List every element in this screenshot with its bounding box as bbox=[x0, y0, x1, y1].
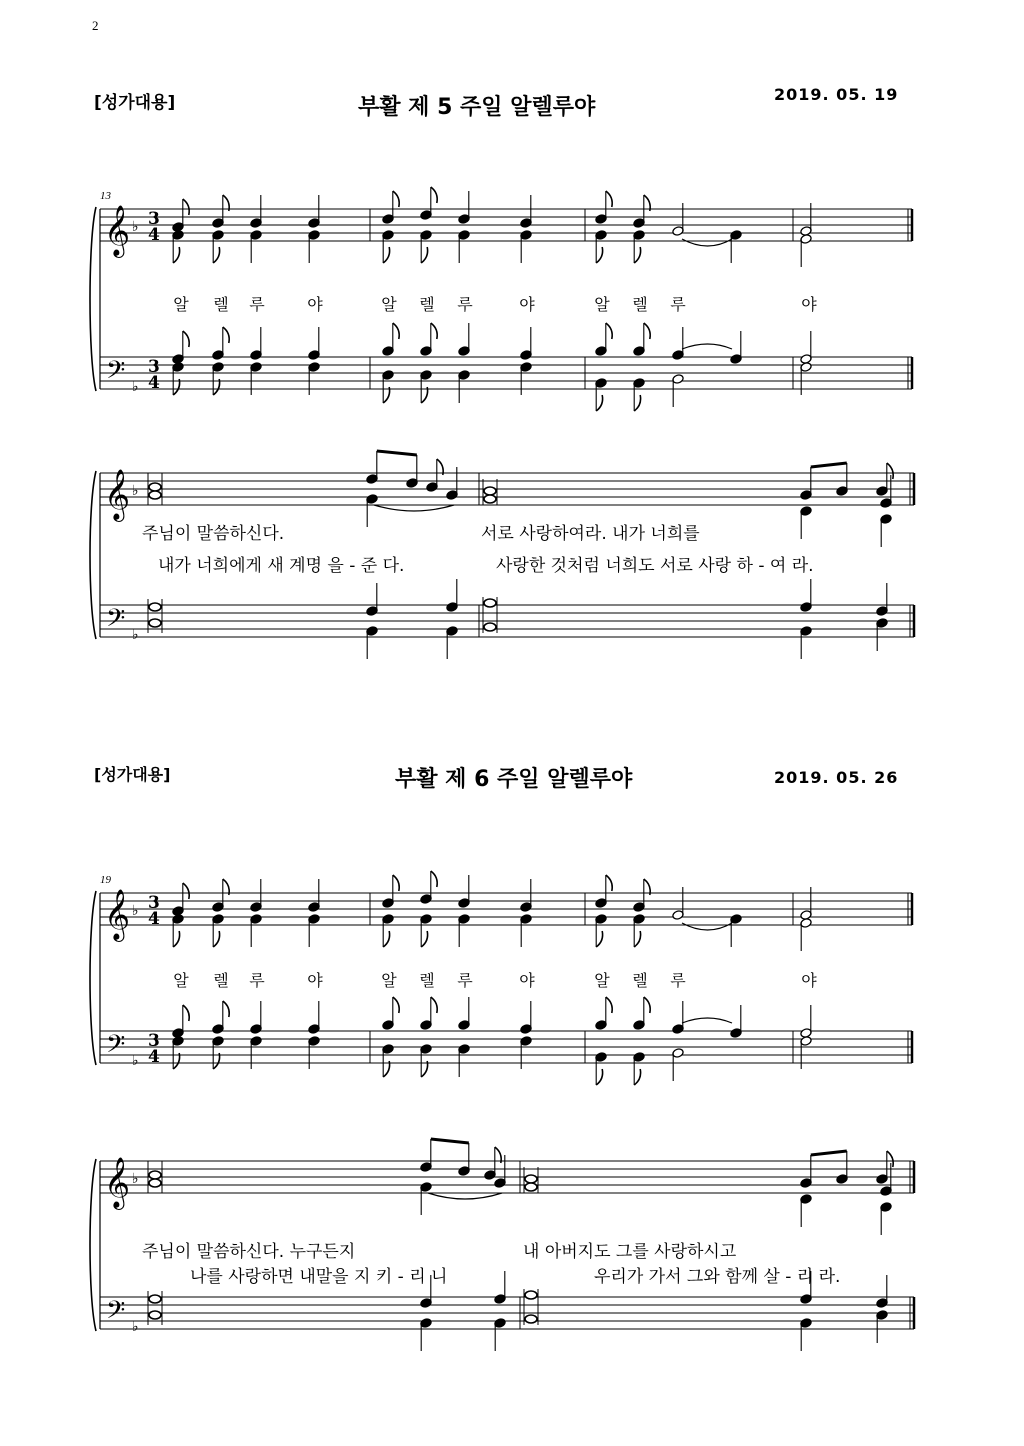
time-signature-digit: 3 bbox=[148, 209, 160, 229]
note bbox=[595, 997, 612, 1030]
bass-clef-icon: 𝄢 bbox=[106, 1296, 126, 1331]
lyric-syllable: 야 bbox=[307, 971, 323, 990]
note bbox=[420, 914, 432, 947]
note bbox=[366, 451, 378, 484]
flag bbox=[606, 323, 612, 339]
note bbox=[458, 323, 470, 356]
note bbox=[595, 378, 607, 411]
whole-note bbox=[149, 1171, 161, 1179]
flag bbox=[393, 875, 399, 891]
whole-note bbox=[484, 495, 496, 503]
note bbox=[212, 327, 229, 360]
note bbox=[672, 1048, 684, 1081]
flag bbox=[393, 323, 399, 339]
note bbox=[420, 871, 437, 904]
note bbox=[446, 579, 458, 612]
flag bbox=[596, 395, 602, 411]
note bbox=[212, 914, 224, 947]
flag bbox=[393, 191, 399, 207]
note bbox=[595, 1052, 607, 1085]
verse-line: 나를 사랑하면 내말을 지 키 - 리 니 bbox=[190, 1267, 448, 1287]
lyric-syllable: 알 bbox=[381, 971, 397, 990]
note bbox=[633, 997, 650, 1030]
note bbox=[880, 514, 892, 547]
note bbox=[458, 1143, 470, 1176]
note bbox=[876, 1275, 888, 1308]
flat-icon: ♭ bbox=[132, 483, 139, 499]
beam bbox=[811, 1151, 847, 1155]
note bbox=[366, 626, 378, 659]
lyric-syllable: 야 bbox=[801, 971, 817, 990]
section-title: 부활 제 6 주일 알렐루야 bbox=[395, 767, 633, 792]
flag bbox=[431, 871, 437, 887]
verse-line: 내가 너희에게 새 계명 을 - 준 다. bbox=[158, 556, 405, 576]
note bbox=[172, 914, 184, 947]
whole-note bbox=[484, 623, 496, 631]
note bbox=[730, 331, 742, 364]
bass-staff bbox=[100, 357, 912, 389]
note bbox=[458, 1044, 470, 1077]
lyric-syllable: 야 bbox=[519, 295, 535, 314]
note bbox=[595, 191, 612, 224]
system-bracket bbox=[90, 207, 96, 391]
note bbox=[800, 1005, 812, 1038]
note bbox=[633, 378, 645, 411]
tie bbox=[682, 923, 732, 930]
note bbox=[382, 1044, 394, 1077]
beam bbox=[431, 1139, 469, 1143]
note bbox=[212, 195, 229, 228]
note bbox=[672, 203, 684, 236]
treble-staff bbox=[100, 1161, 914, 1193]
note bbox=[382, 370, 394, 403]
note bbox=[420, 997, 437, 1030]
section-label: [성가대용] bbox=[94, 93, 176, 113]
note bbox=[836, 463, 848, 496]
flag bbox=[383, 247, 389, 263]
flag bbox=[887, 463, 893, 479]
lyric-syllable: 루 bbox=[249, 971, 265, 990]
note bbox=[308, 327, 320, 360]
flag bbox=[606, 997, 612, 1013]
section-date: 2019. 05. 19 bbox=[774, 85, 899, 104]
whole-note bbox=[484, 599, 496, 607]
lyric-syllable: 야 bbox=[519, 971, 535, 990]
note bbox=[420, 1044, 432, 1077]
note bbox=[458, 875, 470, 908]
whole-note bbox=[149, 619, 161, 627]
note bbox=[800, 579, 812, 612]
flag bbox=[606, 875, 612, 891]
whole-note bbox=[149, 1295, 161, 1303]
verse-line: 내 아버지도 그를 사랑하시고 bbox=[523, 1242, 737, 1262]
system-bracket bbox=[90, 1159, 96, 1331]
note bbox=[520, 1036, 532, 1069]
lyric-syllable: 렐 bbox=[213, 295, 229, 314]
note bbox=[484, 1147, 501, 1180]
note bbox=[382, 997, 399, 1030]
note bbox=[633, 1052, 645, 1085]
treble-clef-icon: 𝄞 bbox=[104, 469, 131, 520]
whole-note bbox=[525, 1183, 537, 1191]
whole-note bbox=[149, 483, 161, 491]
flag bbox=[383, 931, 389, 947]
treble-clef-icon: 𝄞 bbox=[104, 1157, 131, 1208]
note bbox=[633, 323, 650, 356]
note bbox=[172, 1036, 184, 1069]
time-signature-digit: 4 bbox=[148, 225, 160, 245]
verse-line: 주님이 말씀하신다. bbox=[142, 524, 285, 544]
measure-number: 19 bbox=[100, 874, 111, 886]
note bbox=[420, 323, 437, 356]
note bbox=[494, 1318, 506, 1351]
flat-icon: ♭ bbox=[132, 1319, 139, 1335]
note bbox=[172, 230, 184, 263]
note bbox=[633, 914, 645, 947]
lyric-syllable: 렐 bbox=[419, 295, 435, 314]
treble-staff bbox=[100, 473, 914, 505]
flag bbox=[634, 931, 640, 947]
note bbox=[595, 323, 612, 356]
whole-note bbox=[525, 1175, 537, 1183]
lyric-syllable: 야 bbox=[307, 295, 323, 314]
note bbox=[250, 327, 262, 360]
note bbox=[730, 230, 742, 263]
note bbox=[730, 914, 742, 947]
note bbox=[458, 997, 470, 1030]
note bbox=[308, 879, 320, 912]
flag bbox=[183, 883, 189, 899]
flag bbox=[634, 1069, 640, 1085]
flag bbox=[644, 323, 650, 339]
whole-note bbox=[149, 603, 161, 611]
note bbox=[250, 1001, 262, 1034]
note bbox=[520, 879, 532, 912]
note bbox=[800, 918, 812, 951]
note bbox=[420, 230, 432, 263]
section-title: 부활 제 5 주일 알렐루야 bbox=[358, 95, 596, 120]
note bbox=[420, 1318, 432, 1351]
note bbox=[520, 327, 532, 360]
note bbox=[633, 879, 650, 912]
flag bbox=[644, 997, 650, 1013]
note bbox=[382, 230, 394, 263]
bass-staff bbox=[100, 1031, 912, 1063]
note bbox=[250, 195, 262, 228]
beam bbox=[811, 463, 847, 467]
lyric-syllable: 렐 bbox=[632, 971, 648, 990]
note bbox=[520, 230, 532, 263]
note bbox=[308, 195, 320, 228]
note bbox=[250, 362, 262, 395]
flat-icon: ♭ bbox=[132, 1171, 139, 1187]
flag bbox=[183, 331, 189, 347]
whole-note bbox=[149, 1179, 161, 1187]
note bbox=[212, 879, 229, 912]
note bbox=[366, 583, 378, 616]
note bbox=[172, 331, 189, 364]
note bbox=[426, 459, 443, 492]
flag bbox=[223, 327, 229, 343]
note bbox=[876, 618, 888, 651]
note bbox=[420, 1275, 432, 1308]
flag bbox=[173, 247, 179, 263]
note bbox=[172, 199, 189, 232]
flag bbox=[183, 1005, 189, 1021]
note bbox=[212, 230, 224, 263]
note bbox=[595, 875, 612, 908]
note bbox=[458, 191, 470, 224]
whole-note bbox=[484, 487, 496, 495]
flag bbox=[431, 323, 437, 339]
bass-clef-icon: 𝄢 bbox=[106, 356, 126, 391]
bass-clef-icon: 𝄢 bbox=[106, 604, 126, 639]
lyric-syllable: 루 bbox=[457, 295, 473, 314]
note bbox=[836, 1151, 848, 1184]
lyric-syllable: 렐 bbox=[632, 295, 648, 314]
note bbox=[800, 234, 812, 267]
flag bbox=[596, 931, 602, 947]
flat-icon: ♭ bbox=[132, 627, 139, 643]
flag bbox=[431, 997, 437, 1013]
system-bracket bbox=[90, 471, 96, 639]
lyric-syllable: 알 bbox=[173, 295, 189, 314]
note bbox=[800, 1155, 812, 1188]
flag bbox=[596, 1069, 602, 1085]
tie bbox=[682, 344, 732, 349]
bass-clef-icon: 𝄢 bbox=[106, 1030, 126, 1065]
lyric-syllable: 알 bbox=[594, 971, 610, 990]
note bbox=[520, 914, 532, 947]
note bbox=[308, 1036, 320, 1069]
flat-icon: ♭ bbox=[132, 379, 139, 395]
time-signature-digit: 3 bbox=[148, 893, 160, 913]
flag bbox=[431, 187, 437, 203]
whole-note bbox=[149, 1311, 161, 1319]
measure-number: 13 bbox=[100, 190, 111, 202]
flat-icon: ♭ bbox=[132, 219, 139, 235]
time-signature-digit: 4 bbox=[148, 373, 160, 393]
note bbox=[458, 914, 470, 947]
flat-icon: ♭ bbox=[132, 903, 139, 919]
note bbox=[250, 879, 262, 912]
treble-clef-icon: 𝄞 bbox=[104, 205, 131, 256]
page-number: 2 bbox=[92, 18, 99, 33]
verse-line: 우리가 가서 그와 함께 살 - 리 라. bbox=[594, 1267, 841, 1287]
flag bbox=[183, 199, 189, 215]
verse-line: 주님이 말씀하신다. 누구든지 bbox=[142, 1242, 356, 1262]
note bbox=[494, 1271, 506, 1304]
note bbox=[172, 1005, 189, 1038]
flag bbox=[421, 931, 427, 947]
treble-clef-icon: 𝄞 bbox=[104, 889, 131, 940]
bass-staff bbox=[100, 1297, 914, 1329]
note bbox=[366, 494, 378, 527]
note bbox=[406, 455, 418, 488]
note bbox=[800, 362, 812, 395]
note bbox=[212, 362, 224, 395]
note bbox=[520, 195, 532, 228]
lyric-syllable: 루 bbox=[670, 971, 686, 990]
note bbox=[880, 1202, 892, 1235]
note bbox=[494, 1155, 506, 1188]
note bbox=[633, 195, 650, 228]
lyric-syllable: 루 bbox=[249, 295, 265, 314]
note bbox=[800, 1036, 812, 1069]
flag bbox=[223, 1001, 229, 1017]
note bbox=[595, 914, 607, 947]
tie bbox=[374, 505, 454, 511]
note bbox=[520, 1001, 532, 1034]
tie bbox=[682, 239, 732, 246]
flag bbox=[213, 931, 219, 947]
flag bbox=[596, 247, 602, 263]
note bbox=[308, 914, 320, 947]
note bbox=[672, 887, 684, 920]
note bbox=[420, 1139, 432, 1172]
note bbox=[420, 187, 437, 220]
lyric-syllable: 루 bbox=[457, 971, 473, 990]
lyric-syllable: 야 bbox=[801, 295, 817, 314]
note bbox=[672, 327, 684, 360]
whole-note bbox=[149, 491, 161, 499]
lyric-syllable: 알 bbox=[173, 971, 189, 990]
flag bbox=[213, 247, 219, 263]
tie bbox=[428, 1193, 502, 1199]
tie bbox=[682, 1018, 732, 1023]
lyric-syllable: 렐 bbox=[419, 971, 435, 990]
note bbox=[382, 323, 399, 356]
note bbox=[458, 370, 470, 403]
section-label: [성가대용] bbox=[94, 765, 171, 784]
whole-note bbox=[525, 1291, 537, 1299]
time-signature-digit: 4 bbox=[148, 1047, 160, 1067]
time-signature-digit: 3 bbox=[148, 1031, 160, 1051]
bass-staff bbox=[100, 605, 914, 637]
note bbox=[250, 914, 262, 947]
lyric-syllable: 알 bbox=[594, 295, 610, 314]
note bbox=[800, 1194, 812, 1227]
note bbox=[446, 467, 458, 500]
note bbox=[382, 914, 394, 947]
note bbox=[308, 1001, 320, 1034]
note bbox=[446, 626, 458, 659]
note bbox=[800, 467, 812, 500]
lyric-syllable: 렐 bbox=[213, 971, 229, 990]
note bbox=[730, 1005, 742, 1038]
section-date: 2019. 05. 26 bbox=[774, 768, 899, 787]
lyric-syllable: 알 bbox=[381, 295, 397, 314]
note bbox=[250, 230, 262, 263]
note bbox=[800, 331, 812, 364]
note bbox=[212, 1001, 229, 1034]
time-signature-digit: 3 bbox=[148, 357, 160, 377]
note bbox=[382, 875, 399, 908]
flag bbox=[634, 247, 640, 263]
flag bbox=[606, 191, 612, 207]
note bbox=[420, 1182, 432, 1215]
note bbox=[458, 230, 470, 263]
flag bbox=[887, 1151, 893, 1167]
note bbox=[800, 203, 812, 236]
note bbox=[382, 191, 399, 224]
flat-icon: ♭ bbox=[132, 1053, 139, 1069]
note bbox=[876, 1310, 888, 1343]
note bbox=[876, 583, 888, 616]
time-signature-digit: 4 bbox=[148, 909, 160, 929]
note bbox=[800, 1318, 812, 1351]
beam bbox=[377, 451, 417, 455]
flag bbox=[393, 997, 399, 1013]
note bbox=[308, 362, 320, 395]
note bbox=[800, 1271, 812, 1304]
note bbox=[595, 230, 607, 263]
note bbox=[800, 506, 812, 539]
note bbox=[172, 883, 189, 916]
note bbox=[800, 626, 812, 659]
note bbox=[420, 370, 432, 403]
note bbox=[672, 374, 684, 407]
note bbox=[250, 1036, 262, 1069]
verse-line: 서로 사랑하여라. 내가 너희를 bbox=[481, 524, 700, 544]
note bbox=[633, 230, 645, 263]
note bbox=[520, 362, 532, 395]
lyric-syllable: 루 bbox=[670, 295, 686, 314]
system-bracket bbox=[90, 891, 96, 1065]
note bbox=[800, 887, 812, 920]
flag bbox=[634, 395, 640, 411]
note bbox=[212, 1036, 224, 1069]
verse-line: 사랑한 것처럼 너희도 서로 사랑 하 - 여 라. bbox=[496, 556, 814, 576]
flag bbox=[173, 931, 179, 947]
whole-note bbox=[525, 1315, 537, 1323]
flag bbox=[421, 247, 427, 263]
note bbox=[308, 230, 320, 263]
note bbox=[672, 1001, 684, 1034]
note bbox=[172, 362, 184, 395]
